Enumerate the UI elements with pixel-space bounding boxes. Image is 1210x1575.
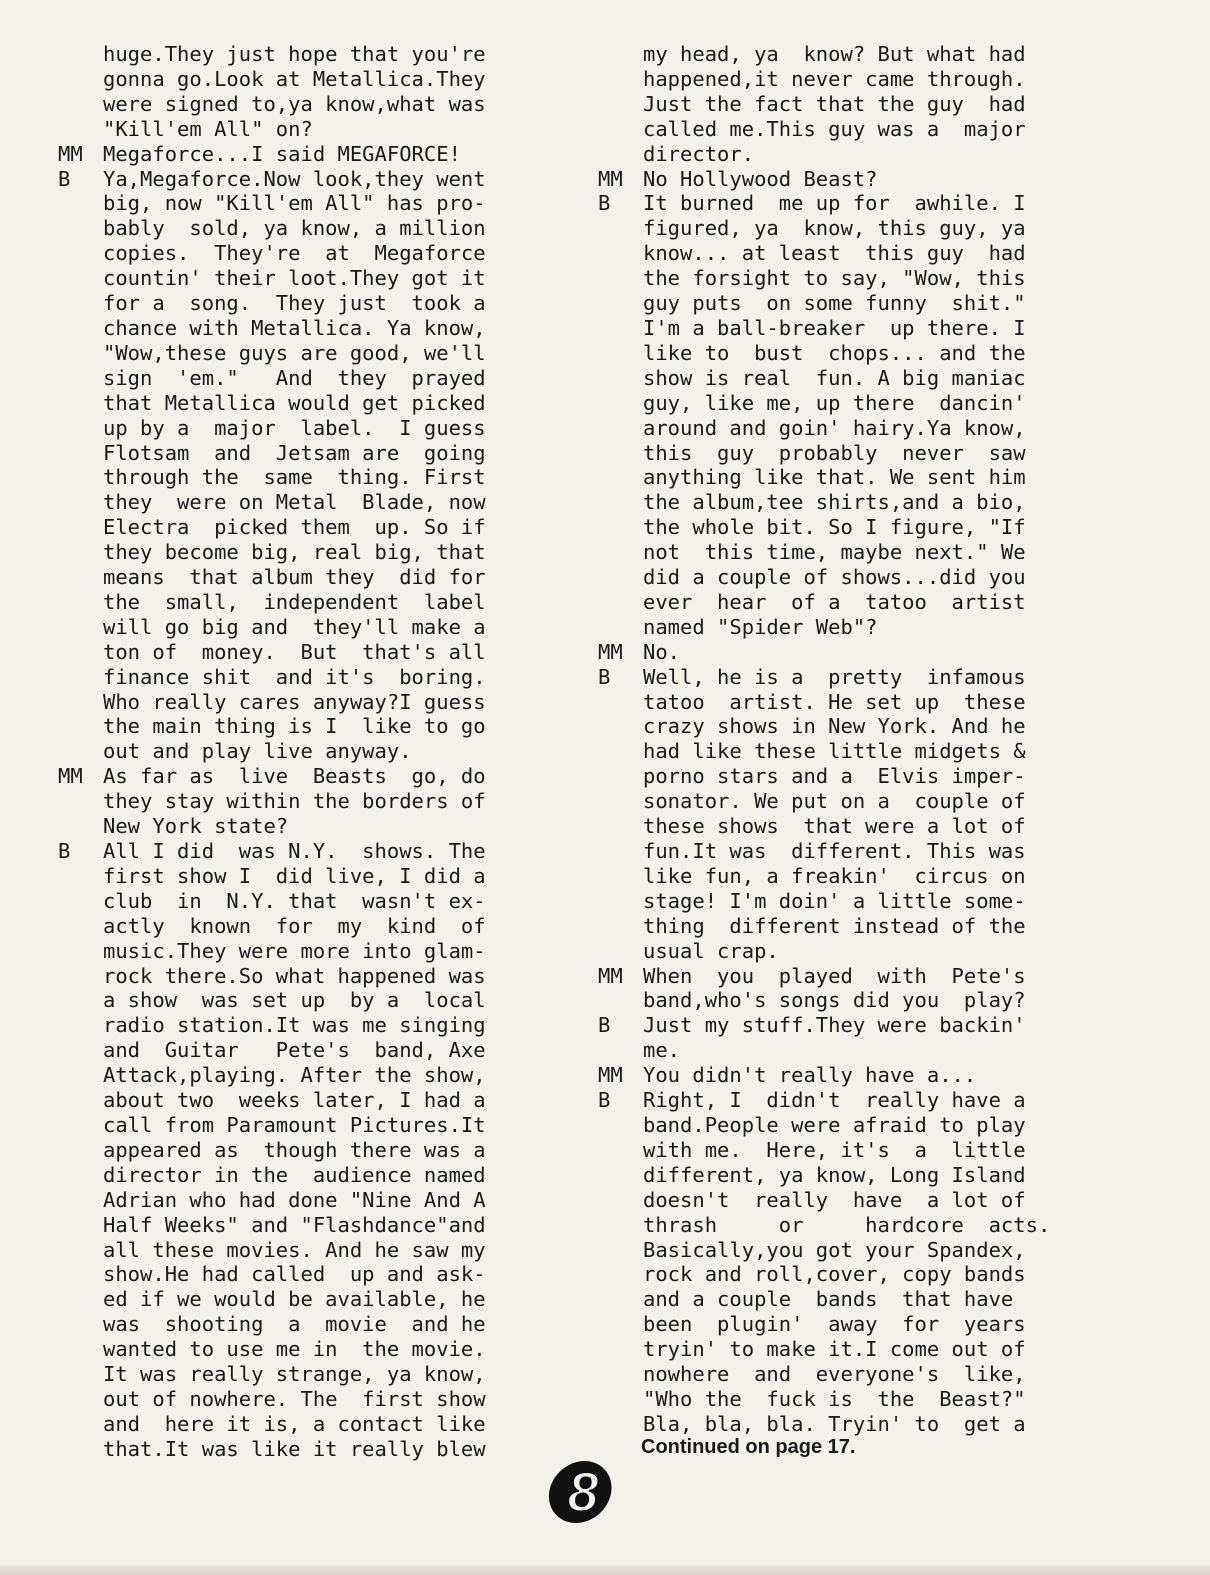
continued-note: Continued on page 17. [641,1436,856,1458]
entry-text: All I did was N.Y. shows. The first show I did live, I did a club in N.Y. that wasn't ex- actly known for my kind of music.They were more into glam- rock there.So what happened was a show was set up by a local radio station.It was me singing and Guitar Pete's band, Axe Attack,playing. After the show, about two weeks later, I had a call from Paramount Pictures.It appeared as though there was a director in the audience named Adrian who had done "Nine And A Half Weeks" and "Flashdance"and all these movies. And he saw my show.He had called up and ask- ed if we would be available, he was shooting a movie and he wanted to use me in the movie. It was really strange, ya know, out of nowhere. The first show and here it is, a contact like that.It was like it really blew [103,839,486,1461]
entry-text: Right, I didn't really have a band.People were afraid to play with me. Here, it's a little different, ya know, Long Island doesn't really have a lot of thrash or hardcore acts. Basically,you got your Spandex, rock and roll,cover, copy bands and a couple bands that have been plugin' away for years tryin' to make it.I come out of nowhere and everyone's like, "Who the fuck is the Beast?" Bla, bla, bla. Tryin' to get a [643,1088,1051,1436]
speaker-label: B [598,191,611,216]
entry-text: Megaforce...I said MEGAFORCE! [103,141,461,166]
speaker-label: B [58,839,71,863]
interview-entry [598,191,1118,639]
interview-entry [598,1013,1118,1063]
entry-text: No Hollywood Beast? [643,166,878,191]
page-number-badge [546,1458,616,1526]
interview-entry [58,764,578,839]
speaker-label: MM [58,764,83,789]
entry-text: As far as live Beasts go, do they stay within the borders of New York state? [103,764,486,839]
entry-text: It burned me up for awhile. I figured, ya know, this guy, ya know... at least this guy had the forsight to say, "Wow, this guy puts on some funny shit." I'm a ball-breaker up there. I like to bust chops... and the show is real fun. A big maniac guy, like me, up there dancin' around and goin' hairy.Ya know, this guy probably never saw anything like that. We sent him the album,tee shirts,and a bio, the whole bit. So I figure, "If not this time, maybe next." We did a couple of shows...did you ever hear of a tatoo artist named "Spider Web"? [643,191,1026,639]
speaker-label: MM [598,639,623,664]
speaker-label: MM [598,166,623,191]
interview-entry [598,1063,1118,1088]
speaker-label: MM [58,141,83,166]
entry-text: my head, ya know? But what had happened,it never came through. Just the fact that the guy had called me.This guy was a major director. [643,42,1026,166]
speaker-label: MM [598,963,623,988]
interview-entry [58,839,578,1462]
speaker-label: B [598,1088,611,1113]
interview-entry [58,42,578,142]
entry-text: huge.They just hope that you're gonna go.Look at Metallica.They were signed to,ya know,what was "Kill'em All" on? [103,42,486,141]
speaker-label: B [598,1013,611,1038]
speaker-label [58,42,103,142]
interview-entry [598,964,1118,1014]
entry-text: No. [643,639,681,664]
entry-text: When you played with Pete's band,who's songs did you play? [643,963,1026,1013]
speaker-label: B [598,664,611,689]
interview-entry [58,142,578,167]
entry-text: Well, he is a pretty infamous tatoo artist. He set up these crazy shows in New York. And he had like these little midgets & porno stars and a Elvis imper- sonator. We put on a couple of these shows that were a lot of fun.It was different. This was like fun, a freakin' circus on stage! I'm doin' a little some- thing different instead of the usual crap. [643,664,1026,963]
interview-entry [598,1088,1118,1437]
interview-entry [598,665,1118,964]
speaker-label: B [58,166,71,191]
entry-text: Ya,Megaforce.Now look,they went big, now "Kill'em All" has pro- bably sold, ya know, a million copies. They're at Megaforce countin' their loot.They got it for a song. They just took a chance with Metallica. Ya know, "Wow,these guys are good, we'll sign 'em." And they prayed that Metallica would get picked up by a major label. I guess Flotsam and Jetsam are going through the same thing. First they were on Metal Blade, now Electra picked them up. So if they become big, real big, that means that album they did for the small, independent label will go big and they'll make a ton of money. But that's all finance shit and it's boring. Who really cares anyway?I guess the main thing is I like to go out and play live anyway. [103,166,486,764]
entry-text: Just my stuff.They were backin' me. [643,1013,1026,1063]
page-edge [0,1565,1210,1575]
interview-entry [598,42,1118,167]
left-column [58,42,578,1462]
interview-entry [598,167,1118,192]
speaker-label: MM [598,1063,623,1088]
interview-entry [598,640,1118,665]
right-column [598,42,1118,1437]
entry-text: You didn't really have a... [643,1063,977,1088]
interview-entry [58,167,578,765]
speaker-label [598,42,643,167]
page-number: 8 [567,1460,599,1523]
